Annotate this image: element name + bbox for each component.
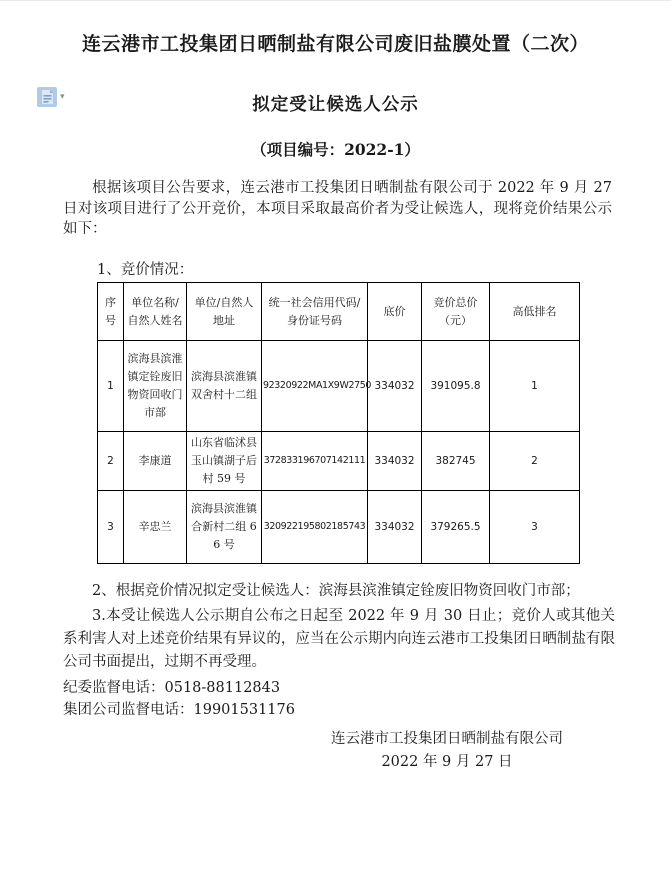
col-header-address: 单位/自然人地址 — [187, 283, 262, 341]
cell-rank: 2 — [490, 432, 580, 491]
cell-name: 滨海县滨淮镇定铨废旧物资回收门市部 — [124, 341, 187, 432]
candidate-paragraph: 2、根据竞价情况拟定受让候选人：滨海县滨淮镇定铨废旧物资回收门市部； — [92, 583, 580, 599]
intro-paragraph: 根据该项目公告要求，连云港市工投集团日晒制盐有限公司于 2022 年 9 月 27 日对该项目进行了公开竞价，本项目采取最高价者为受让候选人，现将竞价结果公示如下： — [63, 180, 612, 237]
signature-company: 连云港市工投集团日晒制盐有限公司 — [331, 731, 563, 747]
cell-address: 山东省临沭县玉山镇湖子后村 59 号 — [187, 432, 262, 491]
doc-subtitle: 拟定受让候选人公示 — [252, 95, 419, 115]
objection-paragraph: 3.本受让候选人公示期自公布之日起至 2022 年 9 月 30 日止；竞价人或其他关系利害人对上述竞价结果有异议的，应当在公示期内向连云港市工投集团日晒制盐有限公司书面提出，过期不再受理。 — [63, 608, 615, 670]
cell-seq: 2 — [98, 432, 124, 491]
col-header-rank: 高低排名 — [490, 283, 580, 341]
bid-results-table — [97, 282, 580, 564]
table-header-row — [98, 283, 580, 341]
cell-rank: 3 — [490, 491, 580, 564]
cell-base: 334032 — [368, 341, 422, 432]
cell-total: 382745 — [422, 432, 490, 491]
cell-address: 滨海县滨淮镇合新村二组 66 号 — [187, 491, 262, 564]
discipline-phone-line: 纪委监督电话：0518-88112843 — [63, 680, 281, 696]
cell-base: 334032 — [368, 491, 422, 564]
section1-heading: 1、竞价情况： — [97, 262, 194, 278]
project-number: （项目编号：2022-1） — [251, 140, 420, 159]
cell-rank: 1 — [490, 341, 580, 432]
col-header-base: 底价 — [368, 283, 422, 341]
cell-seq: 1 — [98, 341, 124, 432]
table-row — [98, 491, 580, 564]
cell-total: 379265.5 — [422, 491, 490, 564]
cell-code: 372833196707142111 — [262, 432, 368, 491]
group-phone-line: 集团公司监督电话：19901531176 — [63, 702, 295, 718]
chevron-down-icon[interactable]: ▾ — [60, 91, 65, 102]
cell-code: 320922195802185743 — [262, 491, 368, 564]
cell-address: 滨海县滨淮镇双舍村十二组 — [187, 341, 262, 432]
col-header-seq: 序号 — [98, 283, 124, 341]
signature-block — [331, 728, 563, 774]
cell-code: 92320922MA1X9W2750 — [262, 341, 368, 432]
cell-seq: 3 — [98, 491, 124, 564]
cell-base: 334032 — [368, 432, 422, 491]
col-header-total: 竞价总价（元） — [422, 283, 490, 341]
cell-name: 李康道 — [124, 432, 187, 491]
cell-total: 391095.8 — [422, 341, 490, 432]
col-header-code: 统一社会信用代码/身份证号码 — [262, 283, 368, 341]
doc-title: 连云港市工投集团日晒制盐有限公司废旧盐膜处置（二次） — [81, 33, 589, 55]
table-row — [98, 432, 580, 491]
table-row — [98, 341, 580, 432]
cell-name: 辛忠兰 — [124, 491, 187, 564]
col-header-name: 单位名称/自然人姓名 — [124, 283, 187, 341]
signature-date: 2022 年 9 月 27 日 — [381, 754, 513, 770]
